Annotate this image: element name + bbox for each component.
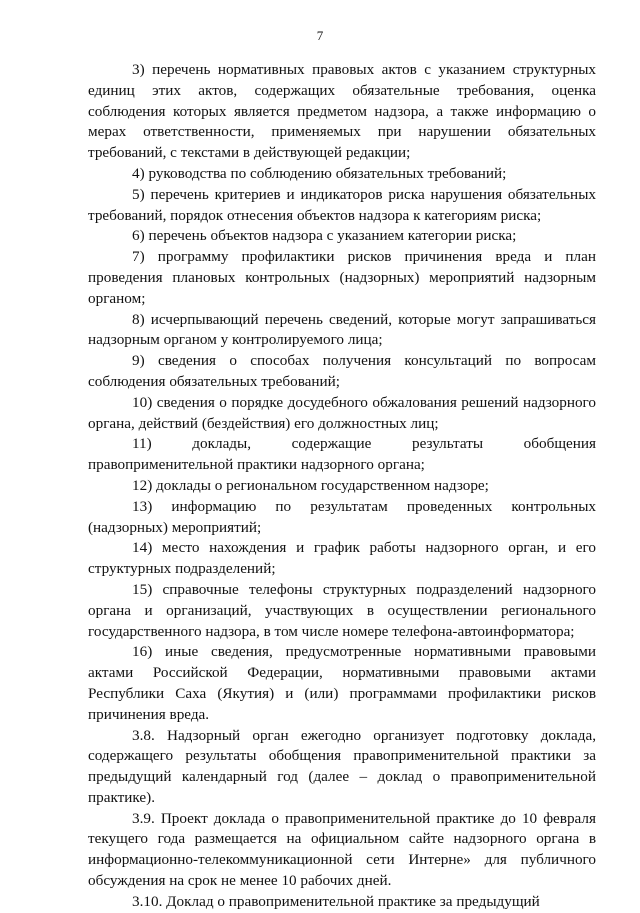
page-number: 7 — [316, 28, 324, 43]
paragraph-item-16: 16) иные сведения, предусмотренные нормативными правовыми актами Российской Федерации, нормативными правовыми актами Республики Саха (Якутия) и (или) программами профилактики рисков причинения вреда. — [88, 643, 596, 723]
paragraph-item-14: 14) место нахождения и график работы надзорного орган, и его структурных подразделений; — [88, 539, 596, 578]
paragraph-item-5: 5) перечень критериев и индикаторов риска нарушения обязательных требований, порядок отнесения объектов надзора к категориям риска; — [88, 185, 596, 224]
paragraph-item-4: 4) руководства по соблюдению обязательных требований; — [132, 164, 507, 182]
paragraph-item-6: 6) перечень объектов надзора с указанием категории риска; — [132, 227, 517, 245]
paragraph-item-3: 3) перечень нормативных правовых актов с указанием структурных единиц этих актов, содержащих обязательные требования, оценка соблюдения которых является предметом надзора, а также информацию о мерах ответственности, применяемых при нарушении обязательных требований, с текстами в действующей редакции; — [88, 61, 596, 162]
paragraph-section-3-10: 3.10. Доклад о правоприменительной практике за предыдущий — [132, 892, 540, 910]
paragraph-item-7: 7) программу профилактики рисков причинения вреда и план проведения плановых контрольных (надзорных) мероприятий надзорным органом; — [88, 248, 596, 307]
paragraph-section-3-8: 3.8. Надзорный орган ежегодно организует подготовку доклада, содержащего результаты обобщения правоприменительной практики за предыдущий календарный год (далее – доклад о правоприменительной практике). — [88, 726, 596, 806]
document-body — [88, 60, 596, 913]
paragraph-item-12: 12) доклады о региональном государственном надзоре; — [132, 476, 489, 494]
paragraph-section-3-9: 3.9. Проект доклада о правоприменительной практике до 10 февраля текущего года размещается на официальном сайте надзорного органа в информационно-телекоммуникационной сети Интерне» для публичного обсуждения на срок не менее 10 рабочих дней. — [88, 809, 596, 890]
paragraph-item-9: 9) сведения о способах получения консультаций по вопросам соблюдения обязательных требований; — [88, 352, 596, 390]
paragraph-item-15: 15) справочные телефоны структурных подразделений надзорного органа и организаций, участвующих в осуществлении регионального государственного надзора, в том числе номере телефона-автоинформатора; — [88, 580, 596, 640]
paragraph-item-8: 8) исчерпывающий перечень сведений, которые могут запрашиваться надзорным органом у контролируемого лица; — [88, 310, 596, 349]
paragraph-item-11: 11) доклады, содержащие результаты обобщения правоприменительной практики надзорного органа; — [88, 435, 596, 474]
paragraph-item-10: 10) сведения о порядке досудебного обжалования решений надзорного органа, действий (бездействия) его должностных лиц; — [88, 393, 596, 432]
paragraph-item-13: 13) информацию по результатам проведенных контрольных (надзорных) мероприятий; — [88, 497, 596, 536]
